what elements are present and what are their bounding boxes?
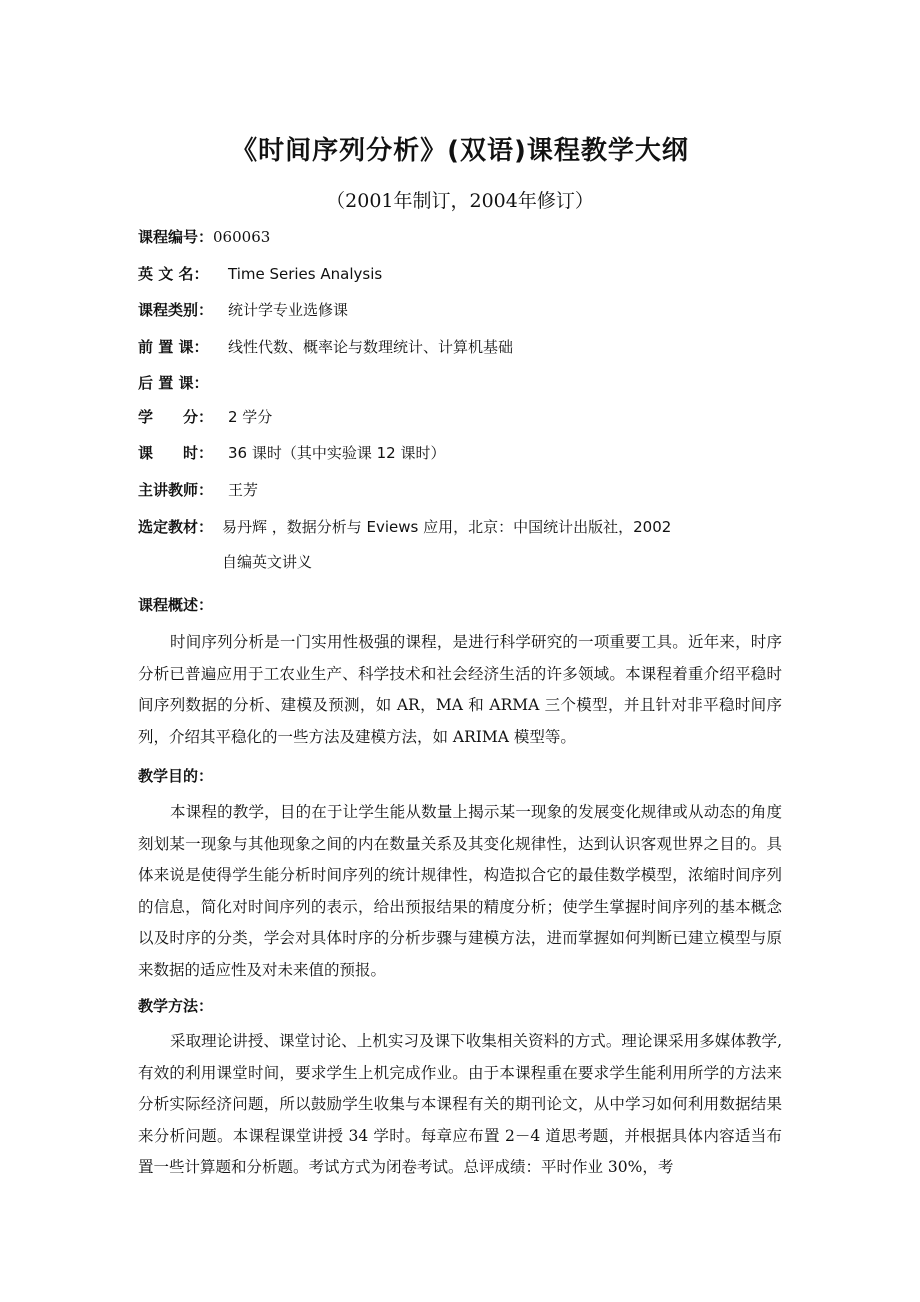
field-value: 060063	[213, 228, 271, 246]
field-hours	[138, 442, 445, 463]
field-value: 线性代数、概率论与数理统计、计算机基础	[228, 338, 514, 356]
field-value: 王芳	[228, 481, 259, 499]
field-value: 统计学专业选修课	[228, 301, 349, 319]
paragraph-methods: 采取理论讲授、课堂讨论、上机实习及课下收集相关资料的方式。理论课采用多媒体教学,有效的利用课堂时间，要求学生上机完成作业。由于本课程重在要求学生能利用所学的方法来分析实际经济问题，所以鼓励学生收集与本课程有关的期刊论文，从中学习如何利用数据结果来分析问题。本课程课堂讲授 34 学时。每章应布置 2－4 道思考题，并根据具体内容适当布置一些计算题和分析题。考试方式为闭卷考试。总评成绩：平时作业 30%，考	[138, 1032, 782, 1176]
section-heading-methods: 教学方法：	[138, 997, 214, 1015]
field-english-name	[138, 263, 382, 284]
field-label: 课 时：	[138, 444, 214, 462]
field-teacher	[138, 479, 258, 500]
field-label: 后 置 课：	[138, 374, 209, 392]
field-value: 易丹辉 ，数据分析与 Eviews 应用，北京：中国统计出版社，2002	[222, 518, 672, 536]
field-label: 前 置 课：	[138, 338, 209, 356]
section-heading-goals: 教学目的：	[138, 767, 214, 785]
field-category	[138, 299, 348, 320]
field-label: 英 文 名：	[138, 265, 209, 283]
field-value: 36 课时（其中实验课 12 课时）	[228, 444, 446, 462]
paragraph-overview: 时间序列分析是一门实用性极强的课程，是进行科学研究的一项重要工具。近年来，时序分析已普遍应用于工农业生产、科学技术和社会经济生活的许多领域。本课程着重介绍平稳时间序列数据的分析、建模及预测，如 AR，MA 和 ARMA 三个模型，并且针对非平稳时间序列，介绍其平稳化的一些方法及建模方法，如 ARIMA 模型等。	[138, 633, 782, 746]
field-course-code	[138, 226, 270, 247]
field-label: 学 分：	[138, 408, 214, 426]
paragraph-goals: 本课程的教学，目的在于让学生能从数量上揭示某一现象的发展变化规律或从动态的角度刻划某一现象与其他现象之间的内在数量关系及其变化规律性，达到认识客观世界之目的。具体来说是使得学生能分析时间序列的统计规律性，构造拟合它的最佳数学模型，浓缩时间序列的信息，简化对时间序列的表示，给出预报结果的精度分析；使学生掌握时间序列的基本概念以及时序的分类，学会对具体时序的分析步骤与建模方法，进而掌握如何判断已建立模型与原来数据的适应性及对未来值的预报。	[138, 803, 782, 979]
field-textbook	[138, 516, 671, 537]
field-label: 课程类别：	[138, 301, 214, 319]
field-label: 课程编号：	[138, 228, 214, 246]
field-value: 自编英文讲义	[222, 553, 313, 571]
field-label: 选定教材：	[138, 518, 214, 536]
field-label: 主讲教师：	[138, 481, 214, 499]
field-credits	[138, 406, 272, 427]
section-heading-overview: 课程概述：	[138, 596, 214, 614]
field-followup	[138, 372, 228, 393]
field-value: Time Series Analysis	[228, 265, 383, 283]
doc-title: 《时间序列分析》(双语)课程教学大纲	[231, 136, 689, 166]
field-value: 2 学分	[228, 408, 273, 426]
field-textbook-2	[222, 551, 312, 572]
doc-subtitle: （2001年制订，2004年修订）	[326, 190, 594, 212]
field-prerequisite	[138, 336, 513, 357]
